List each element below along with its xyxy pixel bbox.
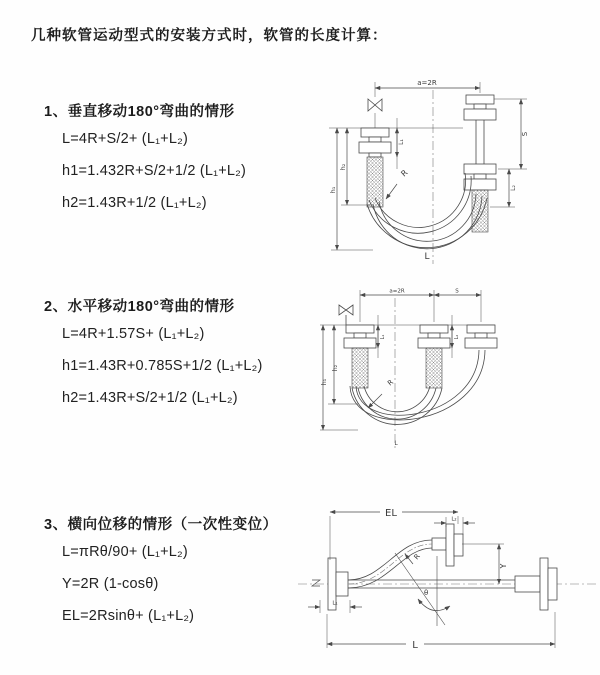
length-label: L — [424, 252, 430, 262]
valve-icon — [368, 99, 382, 111]
formula-L: L=πRθ/90+ (L₁+L₂) — [62, 544, 188, 560]
right-pipe-fitting — [465, 325, 497, 348]
dim-label-h1: h₁ — [321, 378, 328, 386]
dim-label-l2: L₂ — [454, 334, 460, 340]
s-curve-hose — [348, 540, 432, 588]
diagram-2-horizontal-movement — [318, 282, 533, 454]
upper-flange — [432, 524, 463, 566]
right-flange — [515, 558, 557, 610]
section-3-heading: 3、横向位移的情形（一次性变位） — [44, 517, 278, 533]
section-1-heading: 1、垂直移动180°弯曲的情形 — [44, 104, 235, 120]
braided-hose-middle — [426, 348, 442, 388]
length-label: L — [412, 640, 418, 651]
formula-L: L=4R+1.57S+ (L₁+L₂) — [62, 326, 205, 342]
braided-hose-left — [367, 157, 383, 207]
angle-construction — [395, 553, 450, 626]
radius-label: R — [412, 552, 422, 562]
dim-label-a2r: a=2R — [389, 288, 405, 295]
left-pipe-fitting — [359, 128, 391, 157]
formula-h2: h2=1.43R+1/2 (L₁+L₂) — [62, 195, 207, 211]
diagram-3-lateral-displacement — [296, 496, 600, 664]
dim-label-h2: h₂ — [332, 364, 339, 372]
left-flange — [328, 558, 348, 610]
formula-h2: h2=1.43R+S/2+1/2 (L₁+L₂) — [62, 390, 238, 406]
braided-hose-right — [472, 190, 488, 232]
diagram-1-vertical-movement — [313, 72, 595, 267]
dim-label-y: Y — [499, 563, 508, 569]
left-pipe-fitting — [344, 325, 376, 348]
dim-label-l2: L₂ — [510, 185, 517, 191]
braided-hose-left — [352, 348, 368, 388]
section-2-heading: 2、水平移动180°弯曲的情形 — [44, 299, 235, 315]
formula-L: L=4R+S/2+ (L₁+L₂) — [62, 131, 188, 147]
page-title: 几种软管运动型式的安装方式时，软管的长度计算： — [31, 28, 388, 44]
formula-EL: EL=2Rsinθ+ (L₁+L₂) — [62, 608, 195, 624]
radius-leader — [386, 184, 397, 199]
length-label: L — [394, 440, 398, 447]
dim-label-l1: L₁ — [380, 334, 386, 340]
formula-Y: Y=2R (1-cosθ) — [62, 576, 159, 592]
dim-label-h1: h₁ — [329, 186, 337, 194]
hose-u-bend — [350, 350, 485, 424]
section-1 — [44, 103, 246, 226]
dim-label-s: S — [455, 288, 459, 295]
section-3 — [44, 516, 278, 639]
dim-label-s: S — [521, 131, 529, 137]
dim-label-l1: L₁ — [332, 600, 338, 607]
right-pipe-fitting — [464, 95, 496, 190]
formula-h1: h1=1.43R+0.785S+1/2 (L₁+L₂) — [62, 358, 263, 374]
break-mark — [312, 580, 320, 586]
dim-label-a2r: a=2R — [417, 79, 437, 87]
radius-label: R — [386, 378, 396, 388]
radius-label: R — [399, 168, 410, 179]
valve-icon — [339, 305, 353, 325]
section-2 — [44, 298, 263, 421]
radius-leader — [368, 394, 382, 408]
dim-label-h2: h₂ — [339, 163, 347, 171]
formula-h1: h1=1.432R+S/2+1/2 (L₁+L₂) — [62, 163, 247, 179]
dim-label-l1: L₁ — [398, 139, 405, 145]
dim-label-el: EL — [385, 508, 397, 519]
angle-label: θ — [424, 589, 429, 597]
middle-pipe-fitting — [418, 325, 450, 348]
dim-label-l2: L₂ — [451, 516, 457, 523]
